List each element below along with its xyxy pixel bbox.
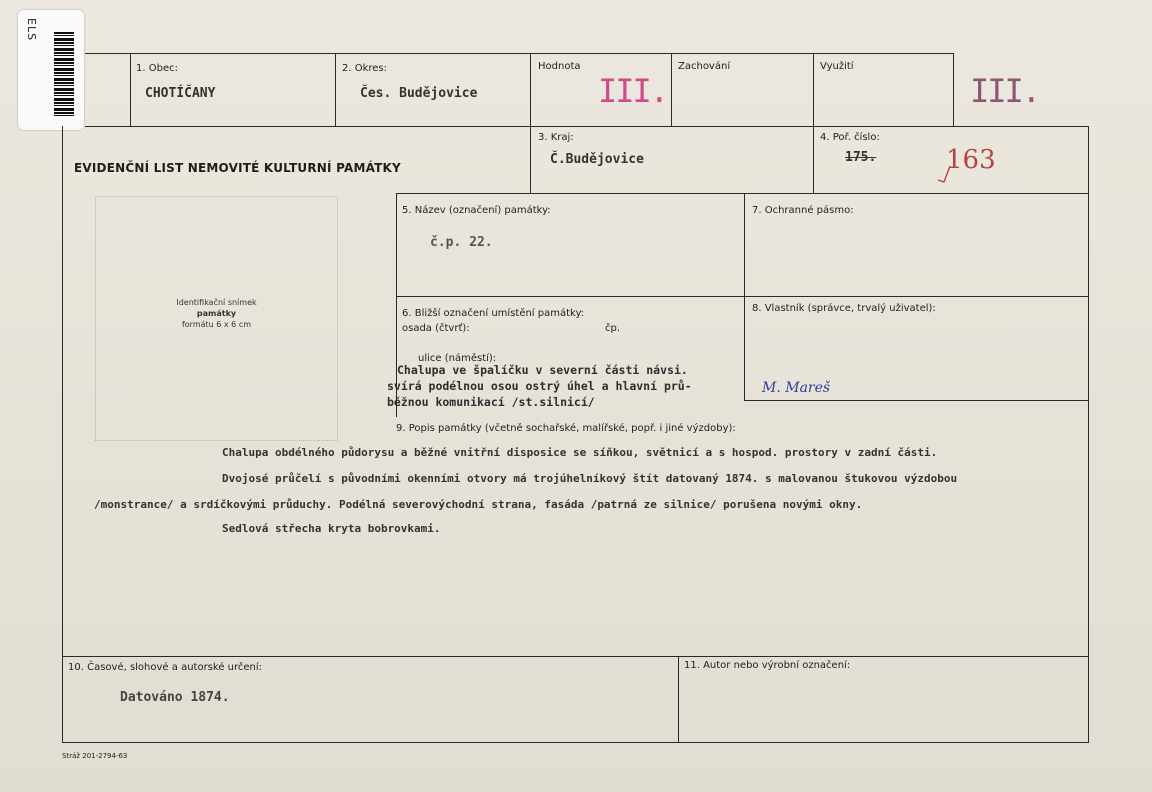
field-5-label: 5. Název (označení) památky: — [402, 205, 551, 216]
field-9-label: 9. Popis památky (včetně sochařské, malířské, popř. i jiné výzdoby): — [396, 423, 736, 434]
rule — [953, 53, 954, 126]
rule — [62, 742, 1089, 743]
hodnota-label: Hodnota — [538, 61, 581, 72]
photo-placeholder — [95, 196, 338, 441]
field-9-line1: Chalupa obdélného půdorysu a běžné vnitřní disposice se síňkou, světnicí a s hospod. prostory v zadní části. — [222, 446, 938, 459]
field-9-line4: Sedlová střecha kryta bobrovkami. — [222, 522, 441, 535]
photo-caption-line2: památky — [196, 309, 237, 318]
field-9-line2: Dvojosé průčelí s původními okenními otvory má trojúhelníkový štít datovaný 1874. s malovanou štukovou výzdobou — [222, 472, 958, 485]
rule — [671, 53, 672, 126]
field-6-line3: běžnou komunikací /st.silnicí/ — [387, 395, 595, 409]
field-3-value: Č.Budějovice — [550, 152, 644, 167]
field-5-value: č.p. 22. — [430, 235, 493, 250]
rule — [744, 400, 1088, 401]
hodnota-value: III. — [598, 72, 668, 110]
vyuziti-label: Využití — [820, 61, 854, 72]
rule — [1088, 126, 1089, 743]
rule — [85, 126, 1088, 127]
rule — [335, 53, 336, 126]
vyuziti-value: III. — [970, 72, 1040, 110]
field-8-signature: M. Mareš — [762, 380, 831, 396]
field-4-old-value: 175. — [845, 150, 877, 165]
barcode-icon — [54, 32, 74, 116]
photo-caption-line1: Identifikační snímek — [176, 298, 257, 307]
field-6-label: 6. Bližší označení umístění památky: — [402, 308, 585, 319]
field-11-label: 11. Autor nebo výrobní označení: — [684, 660, 851, 671]
field-1-label: 1. Obec: — [136, 63, 178, 74]
pencil-check-mark — [936, 160, 956, 184]
rule — [62, 656, 1089, 657]
rule — [813, 53, 814, 193]
field-1-value: CHOTÍČANY — [145, 86, 216, 101]
field-7-label: 7. Ochranné pásmo: — [752, 205, 854, 216]
zachovani-label: Zachování — [678, 61, 731, 72]
field-2-value: Čes. Budějovice — [360, 86, 478, 101]
field-6-line1: Chalupa ve špalíčku v severní části návsi. — [397, 363, 688, 377]
field-10-value: Datováno 1874. — [120, 690, 230, 705]
rule — [62, 126, 63, 743]
rule — [396, 296, 1088, 297]
barcode-code: ELS — [25, 18, 38, 42]
field-3-label: 3. Kraj: — [538, 132, 574, 143]
print-code: Stráž 201-2794-63 — [62, 752, 128, 760]
field-4-new-value: 163 — [946, 145, 996, 175]
rule — [530, 53, 531, 193]
document-title: EVIDENČNÍ LIST NEMOVITÉ KULTURNÍ PAMÁTKY — [74, 161, 401, 175]
field-8-label: 8. Vlastník (správce, trvalý uživatel): — [752, 303, 936, 314]
field-6-osada: osada (čtvrť): — [402, 323, 470, 334]
barcode-sticker — [18, 10, 84, 130]
field-10-label: 10. Časové, slohové a autorské určení: — [68, 662, 263, 673]
field-2-label: 2. Okres: — [342, 63, 388, 74]
rule — [130, 53, 131, 126]
field-6-ulice: ulice (náměstí): — [418, 353, 497, 364]
field-4-label: 4. Poř. číslo: — [820, 132, 880, 143]
field-6-line2: svírá podélnou osou ostrý úhel a hlavní prů- — [387, 379, 692, 393]
photo-caption-line3: formátu 6 x 6 cm — [181, 320, 252, 329]
rule — [396, 193, 1088, 194]
field-9-line3: /monstrance/ a srdíčkovými průduchy. Podélná severovýchodní strana, fasáda /patrná ze silnice/ porušena novými okny. — [94, 498, 863, 511]
rule — [678, 656, 679, 742]
field-6-cp: čp. — [605, 323, 621, 334]
rule — [85, 53, 954, 54]
